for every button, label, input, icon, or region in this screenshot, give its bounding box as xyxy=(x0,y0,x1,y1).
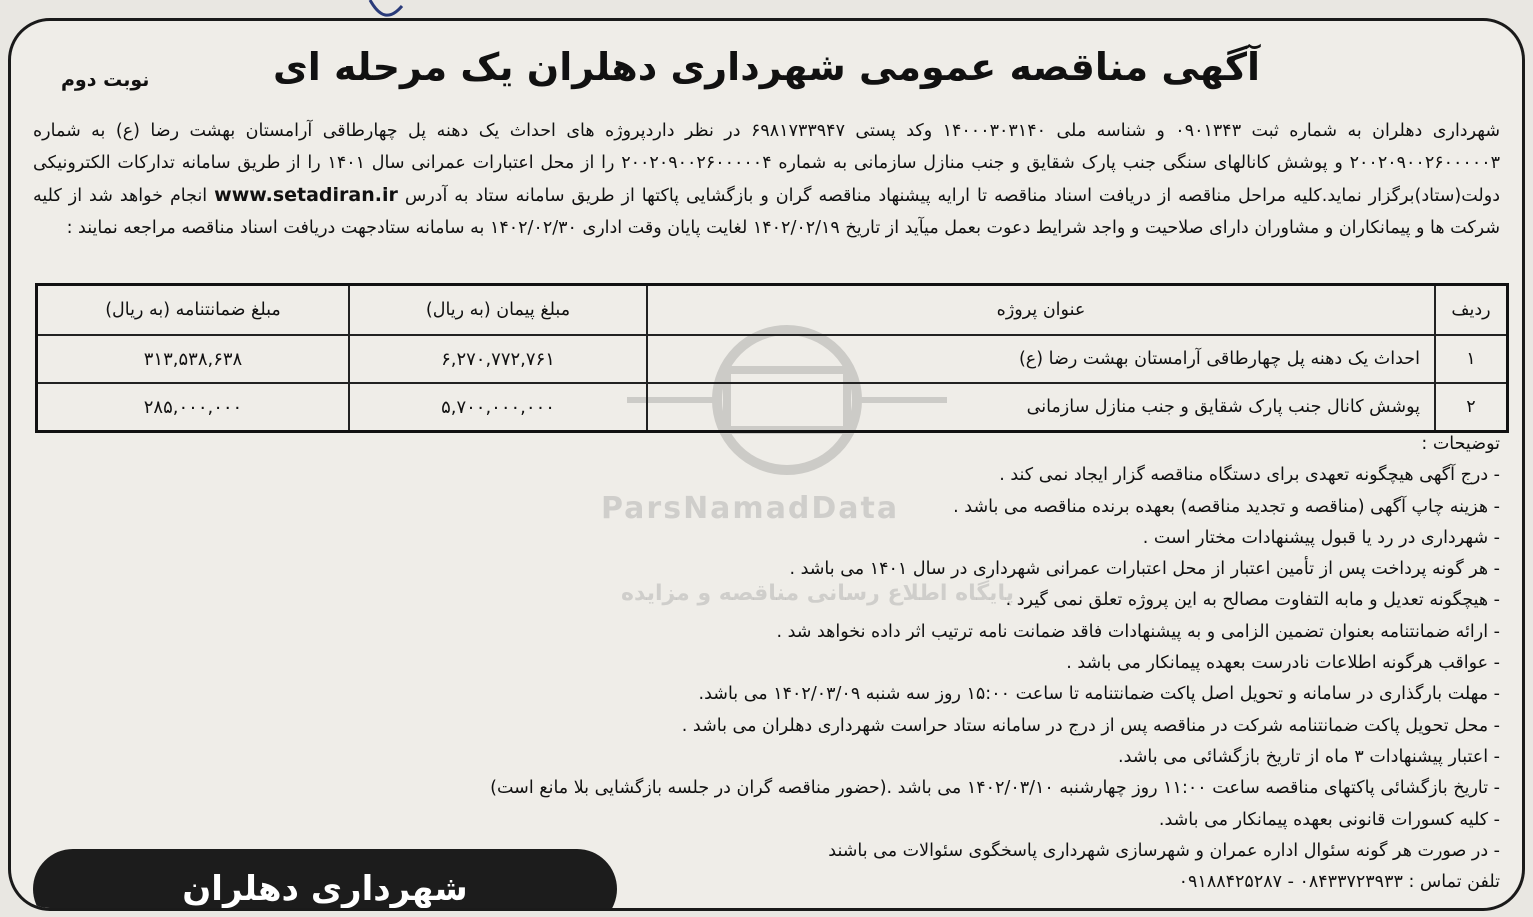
intro-paragraph xyxy=(33,115,1500,244)
cell-row-number: ۲ xyxy=(1435,383,1508,432)
note-item: - درج آگهی هیچگونه تعهدی برای دستگاه مناقصه گزار ایجاد نمی کند . xyxy=(999,465,1500,486)
col-header-guarantee: مبلغ ضمانتنامه (به ریال) xyxy=(37,285,350,336)
cell-row-number: ۱ xyxy=(1435,335,1508,383)
note-item: - هزینه چاپ آگهی (مناقصه و تجدید مناقصه) بعهده برنده مناقصه می باشد . xyxy=(953,496,1500,517)
col-header-contract: مبلغ پیمان (به ریال) xyxy=(349,285,647,336)
projects-table xyxy=(35,283,1509,433)
col-header-title: عنوان پروژه xyxy=(647,285,1435,336)
cell-guarantee-amount: ۲۸۵,۰۰۰,۰۰۰ xyxy=(37,383,350,432)
cell-project-title: احداث یک دهنه پل چهارطاقی آرامستان بهشت رضا (ع) xyxy=(647,335,1435,383)
table-row xyxy=(37,335,1508,383)
note-item: - اعتبار پیشنهادات ۳ ماه از تاریخ بازگشائی می باشد. xyxy=(1118,746,1500,767)
notes-heading: توضیحات : xyxy=(1421,434,1500,454)
intro-text-part1: شهرداری دهلران به شماره ثبت ۰۹۰۱۳۴۳ و شناسه ملی ۱۴۰۰۰۳۰۳۱۴۰ وکد پستی ۶۹۸۱۷۳۳۹۴۷ در نظر داردپروژه های احداث یک دهنه پل چهارطاقی آرامستان بهشت رضا (ع) به شماره ۲۰۰۲۰۹۰۰۲۶۰۰۰۰۰۳ و پوشش کانالهای سنگی جنب پارک شقایق و جنب منازل سازمانی به شماره ۲۰۰۲۰۹۰۰۲۶۰۰۰۰۰۴ را از محل اعتبارات عمرانی سال ۱۴۰۱ را از طریق سامانه تدارکات الکترونیکی دولت(ستاد)برگزار نماید.کلیه مراحل مناقصه از دریافت اسناد مناقصه تا ارایه پیشنهاد مناقصه گران و بازگشایی پاکتها از طریق سامانه ستاد به آدرس xyxy=(33,121,1501,206)
note-item: - محل تحویل پاکت ضمانتنامه شرکت در مناقصه پس از درج در سامانه ستاد حراست شهرداری دهلران می باشد . xyxy=(681,715,1500,736)
note-item: - تاریخ بازگشائی پاکتهای مناقصه ساعت ۱۱:۰۰ روز چهارشنبه ۱۴۰۲/۰۳/۱۰ می باشد .(حضور مناقصه گران در جلسه بازگشایی بلا مانع است) xyxy=(490,778,1500,799)
watermark-caption: پایگاه اطلاع رسانی مناقصه و مزایده xyxy=(621,581,1014,606)
contact-phone: تلفن تماس : ۰۸۴۳۳۷۲۳۹۳۳ - ۰۹۱۸۸۴۲۵۲۸۷ xyxy=(1178,872,1500,893)
cell-contract-amount: ۵,۷۰۰,۰۰۰,۰۰۰ xyxy=(349,383,647,432)
turn-label: نوبت دوم xyxy=(61,69,150,91)
intro-text-part2: انجام خواهد شد از کلیه شرکت ها و پیمانکاران و مشاوران دارای صلاحیت و واجد شرایط دعوت بعمل میآید از تاریخ ۱۴۰۲/۰۲/۱۹ لغایت پایان وقت اداری ۱۴۰۲/۰۲/۳۰ به سامانه ستادجهت دریافت اسناد مناقصه مراجعه نمایند : xyxy=(33,186,1500,238)
note-item: - شهرداری در رد یا قبول پیشنهادات مختار است . xyxy=(1142,527,1500,548)
note-item: - ارائه ضمانتنامه بعنوان تضمین الزامی و به پیشنهادات فاقد ضمانت نامه ترتیب اثر داده نخواهد شد . xyxy=(776,621,1500,642)
note-item: - عواقب هرگونه اطلاعات نادرست بعهده پیمانکار می باشد . xyxy=(1066,653,1500,674)
website-link[interactable]: www.setadiran.ir xyxy=(214,184,398,206)
municipality-signature-badge: شهرداری دهلران xyxy=(33,849,617,911)
note-item: - هر گونه پرداخت پس از تأمین اعتبار از محل اعتبارات عمرانی شهرداری در سال ۱۴۰۱ می باشد . xyxy=(789,559,1500,580)
watermark-brand: ParsNamadData xyxy=(601,491,900,526)
note-item: - در صورت هر گونه سئوال اداره عمران و شهرسازی شهرداری پاسخگوی سئوالات می باشند xyxy=(828,840,1500,861)
table-header-row xyxy=(37,285,1508,336)
notes-section xyxy=(30,429,1500,898)
note-item: - کلیه کسورات قانونی بعهده پیمانکار می باشد. xyxy=(1158,809,1500,830)
col-header-row: ردیف xyxy=(1435,285,1508,336)
cell-contract-amount: ۶,۲۷۰,۷۷۲,۷۶۱ xyxy=(349,335,647,383)
page-title: آگهی مناقصه عمومی شهرداری دهلران یک مرحله ای xyxy=(272,45,1261,89)
note-item: - مهلت بارگذاری در سامانه و تحویل اصل پاکت ضمانتنامه تا ساعت ۱۵:۰۰ روز سه شنبه ۱۴۰۲/۰۳/۰۹ می باشد. xyxy=(698,684,1500,705)
note-item: - هیچگونه تعدیل و مابه التفاوت مصالح به این پروژه تعلق نمی گیرد . xyxy=(1005,590,1500,611)
notice-frame xyxy=(8,18,1525,911)
table-row xyxy=(37,383,1508,432)
cell-guarantee-amount: ۳۱۳,۵۳۸,۶۳۸ xyxy=(37,335,350,383)
cell-project-title: پوشش کانال جنب پارک شقایق و جنب منازل سازمانی xyxy=(647,383,1435,432)
